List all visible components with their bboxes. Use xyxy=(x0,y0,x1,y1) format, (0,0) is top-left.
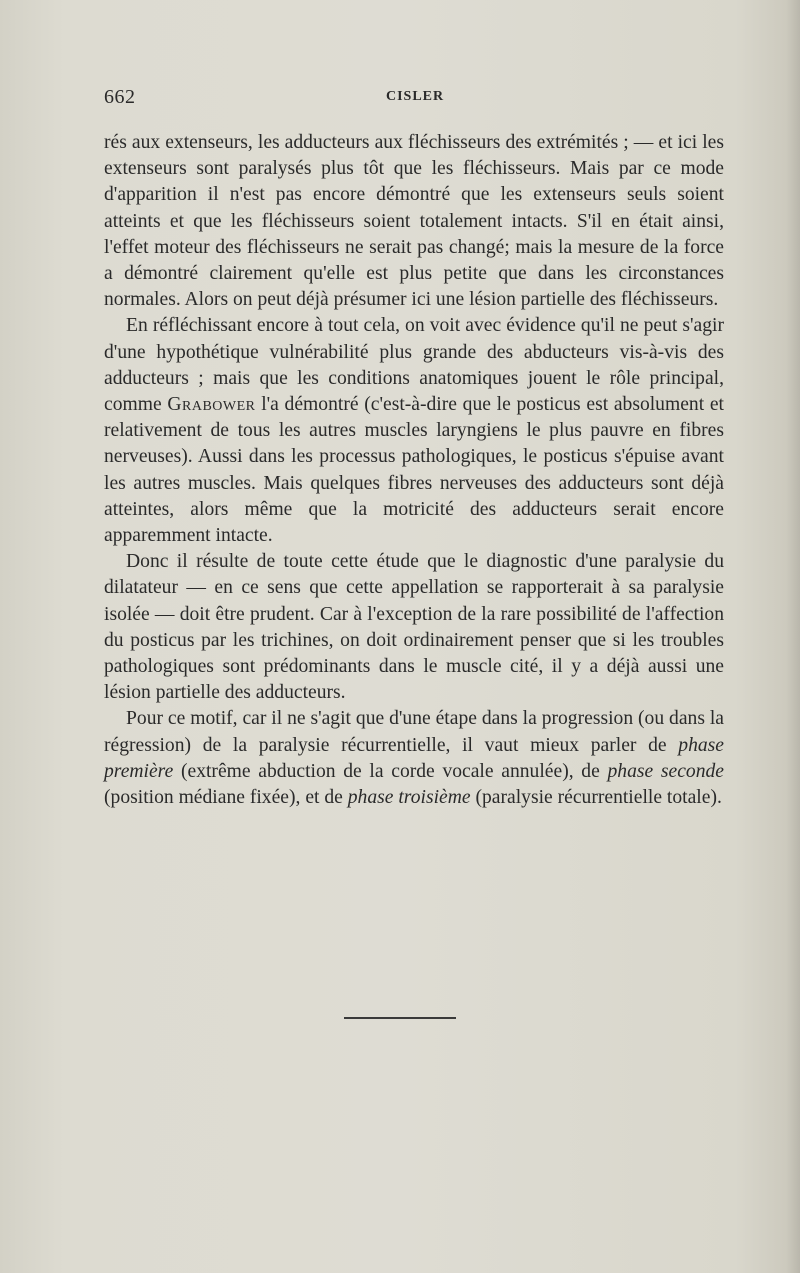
paragraph-text: rés aux extenseurs, les adducteurs aux fléchisseurs des extrémités ; — et ici les extenseurs sont paralysés plus tôt que les fléchisseurs. Mais par ce mode d'apparition il n'est pas encore démontré que les extenseurs seuls soient atteints et que les fléchisseurs soient totalement intacts. S'il en était ainsi, l'effet moteur des fléchisseurs ne serait pas changé; mais la mesure de la force a démontré clairement qu'elle est plus petite que dans les circonstances normales. Alors on peut déjà présumer ici une lésion partielle des fléchisseurs. xyxy=(104,132,724,311)
italic-text: phase première xyxy=(104,734,724,782)
page-number: 662 xyxy=(104,86,136,108)
paragraph xyxy=(104,549,724,706)
page-edge-shadow xyxy=(786,0,800,1273)
paragraph-text: Donc il résulte de toute cette étude que le diagnostic d'une paralysie du dilatateur — en ce sens que cette appellation se rapporterait à sa paralysie isolée — doit être prudent. Car à l'exception de la rare possibilité de l'affection du posticus par les trichines, on doit ordinairement penser que si les troubles pathologiques sont prédominants dans le muscle cité, il y a déjà aussi une lésion partielle des adducteurs. xyxy=(104,551,724,704)
italic-text: phase seconde xyxy=(607,760,724,782)
body-text xyxy=(104,130,724,811)
italic-text: phase troisième xyxy=(347,787,471,809)
paragraph-text: En réfléchissant encore à tout cela, on voit avec évidence qu'il ne peut s'agir d'une hypothétique vulnérabilité plus grande des abducteurs vis-à-vis des adducteurs ; mais que les conditions anatomiques jouent le rôle principal, comme xyxy=(104,315,724,416)
paragraph-text: Pour ce motif, car il ne s'agit que d'une étape dans la progression (ou dans la régression) de la paralysie récurrentielle, il vaut mieux parler de xyxy=(104,708,724,756)
end-rule xyxy=(344,1017,456,1019)
running-head: CISLER xyxy=(386,89,445,104)
author-name: Grabower xyxy=(167,394,256,416)
paragraph xyxy=(104,313,724,549)
paragraph-text: (extrême abduction de la corde vocale annulée), de xyxy=(173,760,608,782)
paragraph-text: l'a démontré (c'est-à-dire que le posticus est absolument et relativement de tous les autres muscles laryngiens le plus pauvre en fibres nerveuses). Aussi dans les processus pathologiques, le posticus s'épuise avant les autres muscles. Mais quelques fibres nerveuses des adducteurs sont déjà atteintes, alors même que la motricité des adducteurs serait encore apparemment intacte. xyxy=(104,394,724,547)
paragraph xyxy=(104,706,724,811)
paragraph-text: (position médiane fixée), et de xyxy=(104,787,348,809)
paragraph xyxy=(104,130,724,313)
paragraph-text: (paralysie récurrentielle totale). xyxy=(470,787,722,809)
page-header xyxy=(104,86,724,110)
